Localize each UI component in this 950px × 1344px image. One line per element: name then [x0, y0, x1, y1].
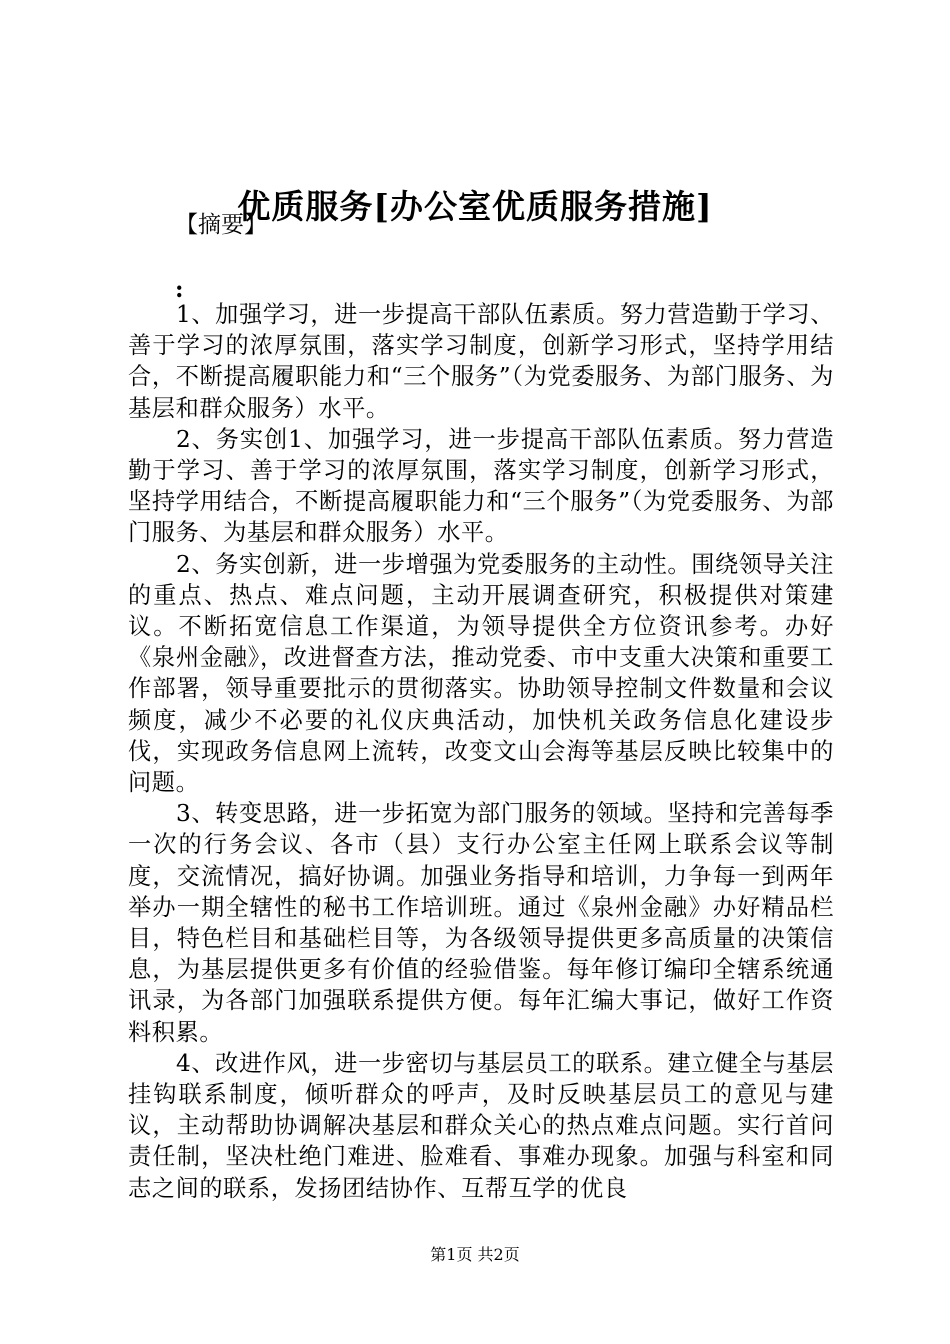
document-title: 优质服务[办公室优质服务措施]: [237, 187, 713, 226]
abstract-colon: :: [175, 276, 184, 303]
paragraph: 4、改进作风，进一步密切与基层员工的联系。建立健全与基层挂钩联系制度，倾听群众的呼声，及时反映基层员工的意见与建议，主动帮助协调解决基层和群众关心的热点难点问题。实行首问责任制，坚决杜绝门难进、脸难看、事难办现象。加强与科室和同志之间的联系，发扬团结协作、互帮互学的优良: [128, 1049, 834, 1202]
paragraph: 3、转变思路，进一步拓宽为部门服务的领域。坚持和完善每季一次的行务会议、各市（县）支行办公室主任网上联系会议等制度，交流情况，搞好协调。加强业务指导和培训，力争每一到两年举办一期全辖性的秘书工作培训班。通过《泉州金融》办好精品栏目，特色栏目和基础栏目等，为各级领导提供更多高质量的决策信息，为基层提供更多有价值的经验借鉴。每年修订编印全辖系统通讯录，为各部门加强联系提供方便。每年汇编大事记，做好工作资料积累。: [128, 800, 834, 1046]
paragraph: 2、务实创新，进一步增强为党委服务的主动性。围绕领导关注的重点、热点、难点问题，主动开展调查研究，积极提供对策建议。不断拓宽信息工作渠道，为领导提供全方位资讯参考。办好《泉州金融》，改进督查方法，推动党委、市中支重大决策和重要工作部署，领导重要批示的贯彻落实。协助领导控制文件数量和会议频度，减少不必要的礼仪庆典活动，加快机关政务信息化建设步伐，实现政务信息网上流转，改变文山会海等基层反映比较集中的问题。: [128, 550, 834, 797]
abstract-label: 【摘要】: [175, 212, 267, 238]
paragraph: 1、加强学习，进一步提高干部队伍素质。努力营造勤于学习、善于学习的浓厚氛围，落实学习制度，创新学习形式，坚持学用结合，不断提高履职能力和“三个服务”（为党委服务、为部门服务、为基层和群众服务）水平。: [128, 301, 834, 422]
page-number-footer: 第1页 共2页: [430, 1245, 520, 1264]
paragraph: 2、务实创1、加强学习，进一步提高干部队伍素质。努力营造勤于学习、善于学习的浓厚氛围，落实学习制度，创新学习形式，坚持学用结合，不断提高履职能力和“三个服务”（为党委服务、为部门服务、为基层和群众服务）水平。: [128, 425, 834, 547]
document-body: [128, 299, 834, 1204]
